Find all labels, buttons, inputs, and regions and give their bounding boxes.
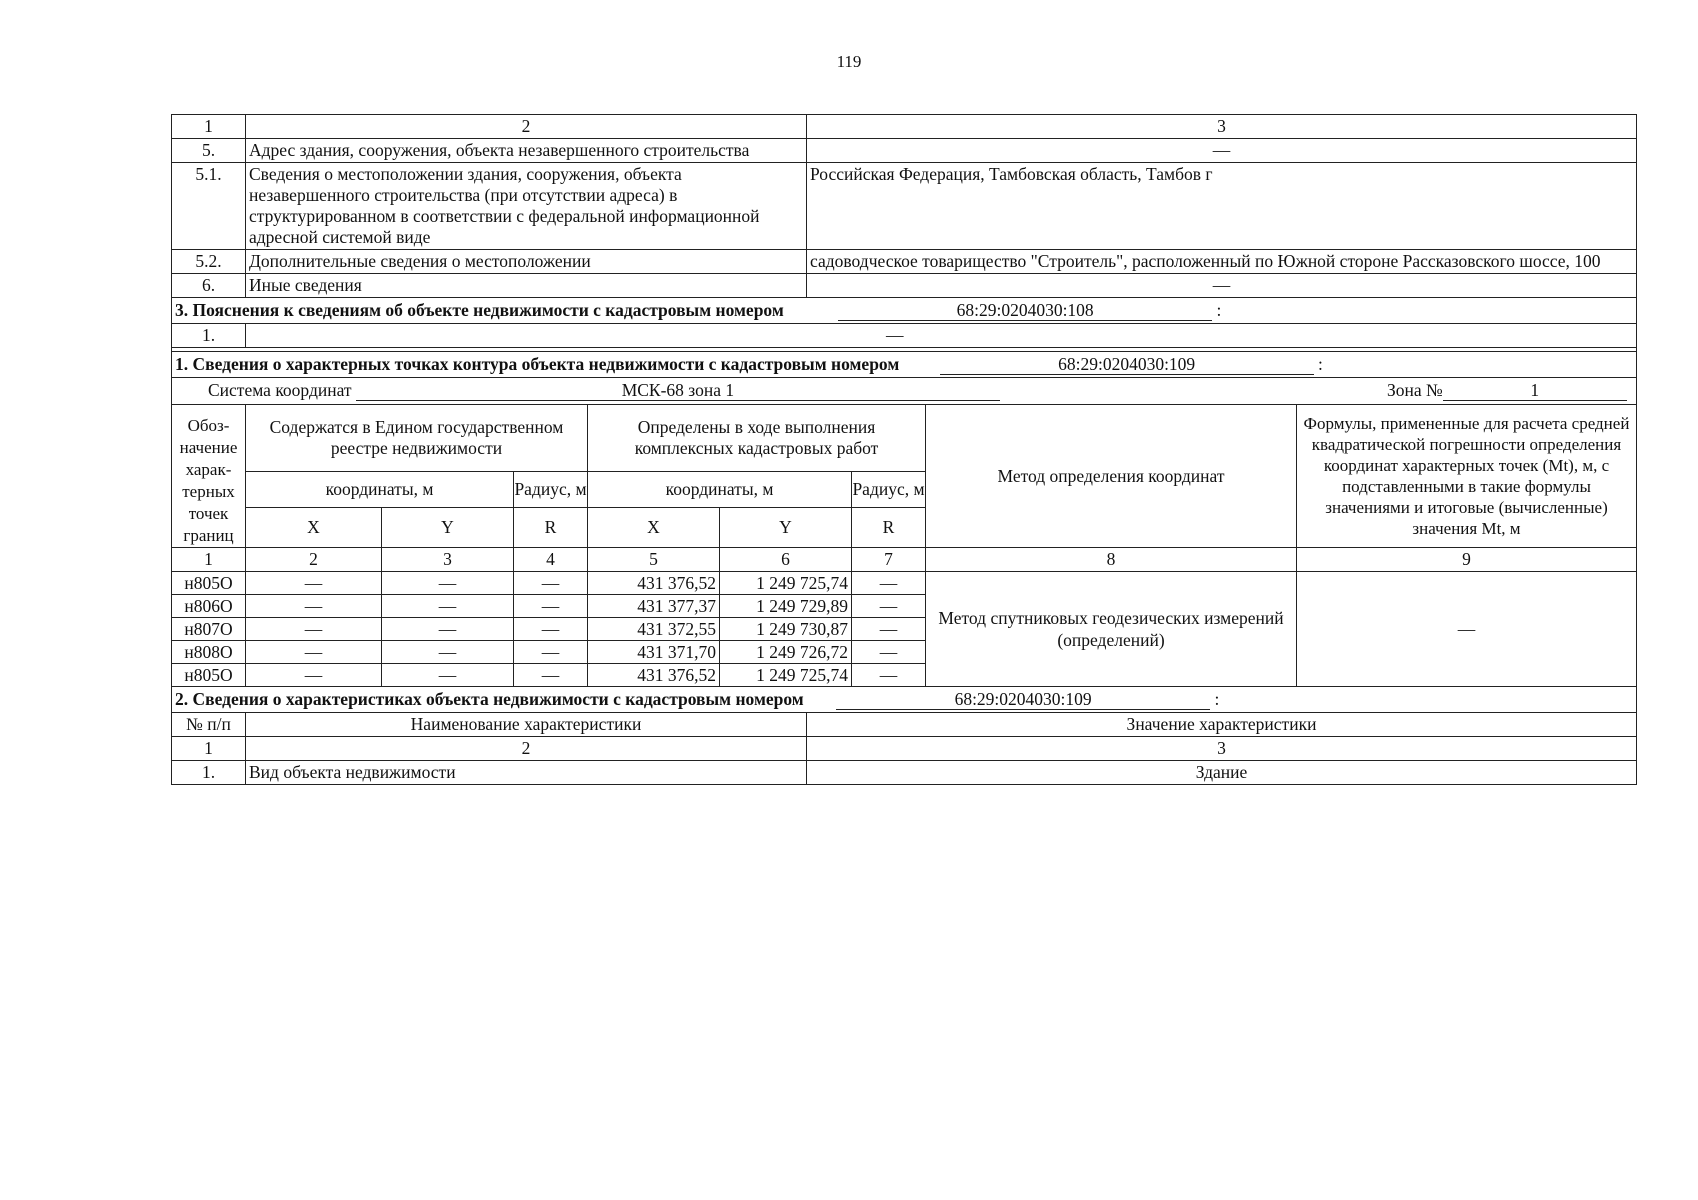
row-name: Иные сведения — [246, 274, 807, 298]
col-num-5: 5 — [588, 548, 720, 572]
zone-value: 1 — [1443, 380, 1627, 401]
point-x-complex: 431 377,37 — [588, 595, 720, 618]
row-number: 6. — [172, 274, 246, 298]
point-x-egrn: — — [246, 664, 382, 687]
egrn-r-header: R — [514, 508, 588, 548]
table-header-row — [172, 115, 1637, 139]
egrn-header: Содержатся в Едином государственном реестре недвижимости — [246, 405, 588, 472]
point-name: н807О — [172, 618, 246, 641]
section3-suffix: : — [1216, 300, 1222, 320]
section2-cadastral-number: 68:29:0204030:109 — [836, 689, 1210, 710]
section1-cadastral-number: 68:29:0204030:109 — [940, 354, 1314, 375]
col-num-2: 2 — [246, 115, 807, 139]
col-num-3: 3 — [807, 737, 1637, 761]
characteristics-col-numbers-row — [172, 737, 1637, 761]
point-r-egrn: — — [514, 664, 588, 687]
row-value: Здание — [807, 761, 1637, 785]
point-y-egrn: — — [382, 664, 514, 687]
point-r-egrn: — — [514, 595, 588, 618]
point-r-complex: — — [852, 664, 926, 687]
col-num-1: 1 — [172, 115, 246, 139]
address-table — [171, 114, 1637, 348]
value-header: Значение характеристики — [807, 713, 1637, 737]
section1-title-cell — [172, 352, 1637, 378]
section3-title-row — [172, 298, 1637, 324]
point-y-complex: 1 249 729,89 — [720, 595, 852, 618]
col-num-3: 3 — [807, 115, 1637, 139]
point-x-complex: 431 376,52 — [588, 664, 720, 687]
col-num-2: 2 — [246, 548, 382, 572]
complex-r-header: R — [852, 508, 926, 548]
point-y-egrn: — — [382, 641, 514, 664]
point-r-complex: — — [852, 595, 926, 618]
point-y-complex: 1 249 730,87 — [720, 618, 852, 641]
points-col-numbers-row — [172, 548, 1637, 572]
col-num-9: 9 — [1297, 548, 1637, 572]
coord-system-value: МСК-68 зона 1 — [356, 380, 1000, 401]
section3-row — [172, 324, 1637, 348]
coord-system-row — [172, 378, 1637, 405]
formula-value: — — [1297, 572, 1637, 687]
row-value: — — [246, 324, 1637, 348]
section2-title: 2. Сведения о характеристиках объекта недвижимости с кадастровым номером — [175, 689, 804, 709]
point-x-egrn: — — [246, 641, 382, 664]
col-num-1: 1 — [172, 548, 246, 572]
complex-y-header: Y — [720, 508, 852, 548]
section2-title-cell — [172, 687, 1637, 713]
table-row — [172, 250, 1637, 274]
point-x-egrn: — — [246, 572, 382, 595]
complex-coords-header: координаты, м — [588, 472, 852, 508]
characteristics-table — [171, 686, 1637, 785]
complex-radius-header: Радиус, м — [852, 472, 926, 508]
coord-system-label: Система координат — [208, 380, 352, 400]
row-number: 1. — [172, 761, 246, 785]
coord-system-cell — [172, 378, 1637, 405]
col-num-8: 8 — [926, 548, 1297, 572]
section3-title: 3. Пояснения к сведениям об объекте недвижимости с кадастровым номером — [175, 300, 784, 320]
point-name: н808О — [172, 641, 246, 664]
row-value: Российская Федерация, Тамбовская область, Тамбов г — [807, 163, 1637, 250]
complex-works-header: Определены в ходе выполнения комплексных кадастровых работ — [588, 405, 926, 472]
method-value: Метод спутниковых геодезических измерений (определений) — [926, 572, 1297, 687]
section3-title-cell — [172, 298, 1637, 324]
section2-title-row — [172, 687, 1637, 713]
row-name: Сведения о местоположении здания, сооружения, объекта незавершенного строительства (при отсутствии адреса) в структурированном в соответствии с федеральной информационной адресной системой виде — [246, 163, 807, 250]
row-name: Адрес здания, сооружения, объекта незавершенного строительства — [246, 139, 807, 163]
name-header: Наименование характеристики — [246, 713, 807, 737]
document-sheet — [171, 114, 1637, 785]
point-r-complex: — — [852, 618, 926, 641]
point-y-egrn: — — [382, 618, 514, 641]
row-value: — — [807, 274, 1637, 298]
section3-cadastral-number: 68:29:0204030:108 — [838, 300, 1212, 321]
page-number: 119 — [836, 52, 862, 71]
col-num-1: 1 — [172, 737, 246, 761]
points-table — [171, 351, 1637, 687]
table-row — [172, 274, 1637, 298]
point-name: н805О — [172, 664, 246, 687]
complex-x-header: X — [588, 508, 720, 548]
point-y-egrn: — — [382, 595, 514, 618]
point-x-egrn: — — [246, 618, 382, 641]
row-name: Дополнительные сведения о местоположении — [246, 250, 807, 274]
point-name: н806О — [172, 595, 246, 618]
point-y-egrn: — — [382, 572, 514, 595]
point-y-complex: 1 249 725,74 — [720, 572, 852, 595]
col-num-4: 4 — [514, 548, 588, 572]
point-x-complex: 431 376,52 — [588, 572, 720, 595]
section2-suffix: : — [1214, 689, 1220, 709]
designation-header: Обоз-начение харак-терных точек границ — [172, 405, 246, 548]
table-row — [172, 139, 1637, 163]
egrn-x-header: X — [246, 508, 382, 548]
section1-title-row — [172, 352, 1637, 378]
point-row — [172, 572, 1637, 595]
point-x-egrn: — — [246, 595, 382, 618]
point-r-egrn: — — [514, 572, 588, 595]
formulas-header: Формулы, примененные для расчета средней квадратической погрешности определения координат характерных точек (Mt), м, с подставленными в такие формулы значениями и итоговые (вычисленные) значения Mt, м — [1297, 405, 1637, 548]
egrn-y-header: Y — [382, 508, 514, 548]
point-name: н805О — [172, 572, 246, 595]
point-x-complex: 431 371,70 — [588, 641, 720, 664]
row-name: Вид объекта недвижимости — [246, 761, 807, 785]
zone-label: Зона № — [1387, 380, 1443, 400]
row-number: 5.1. — [172, 163, 246, 250]
row-number: 5. — [172, 139, 246, 163]
row-value: садоводческое товарищество "Строитель", расположенный по Южной стороне Рассказовского шоссе, 100 — [807, 250, 1637, 274]
col-num-3: 3 — [382, 548, 514, 572]
point-y-complex: 1 249 725,74 — [720, 664, 852, 687]
point-r-egrn: — — [514, 618, 588, 641]
row-number: 5.2. — [172, 250, 246, 274]
egrn-radius-header: Радиус, м — [514, 472, 588, 508]
section1-suffix: : — [1318, 354, 1323, 374]
table-row — [172, 163, 1637, 250]
section1-title: 1. Сведения о характерных точках контура объекта недвижимости с кадастровым номером — [175, 354, 900, 374]
col-num-2: 2 — [246, 737, 807, 761]
row-number: 1. — [172, 324, 246, 348]
table-row — [172, 761, 1637, 785]
egrn-coords-header: координаты, м — [246, 472, 514, 508]
col-num-7: 7 — [852, 548, 926, 572]
method-header: Метод определения координат — [926, 405, 1297, 548]
row-value: — — [807, 139, 1637, 163]
point-r-complex: — — [852, 641, 926, 664]
characteristics-header-row — [172, 713, 1637, 737]
point-r-egrn: — — [514, 641, 588, 664]
num-header: № п/п — [172, 713, 246, 737]
point-y-complex: 1 249 726,72 — [720, 641, 852, 664]
col-num-6: 6 — [720, 548, 852, 572]
point-x-complex: 431 372,55 — [588, 618, 720, 641]
points-header-row-1 — [172, 405, 1637, 472]
point-r-complex: — — [852, 572, 926, 595]
